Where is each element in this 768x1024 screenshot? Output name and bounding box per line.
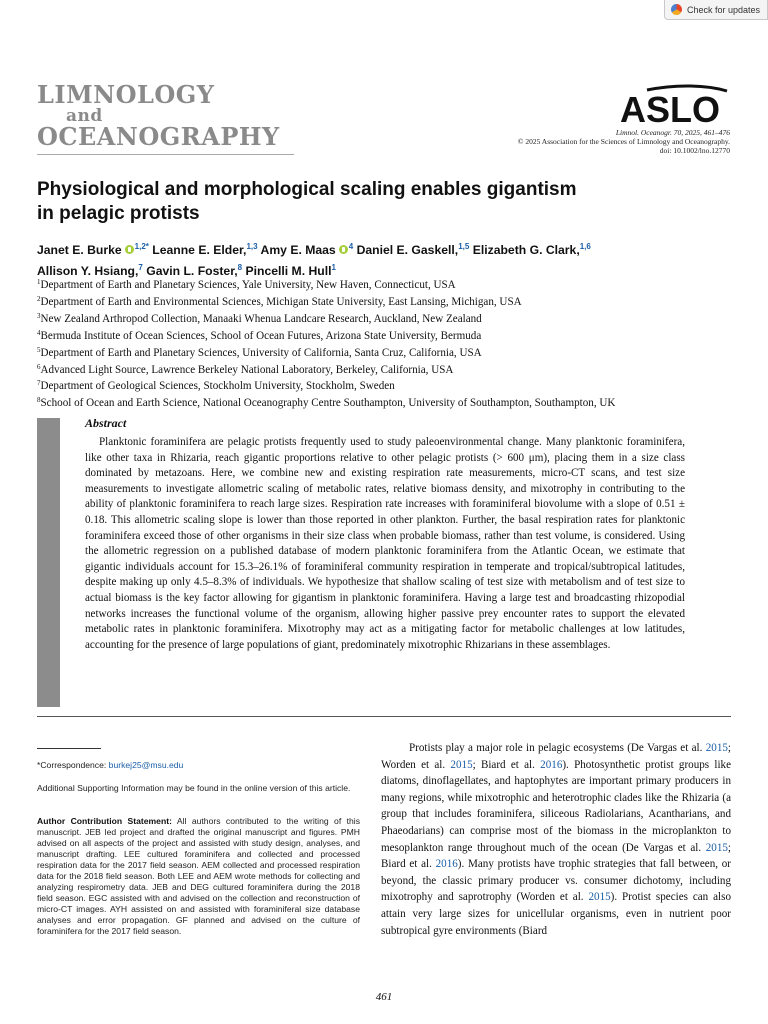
doi-line[interactable]: doi: 10.1002/lno.12770 [659, 146, 730, 155]
affiliation-item [37, 377, 737, 394]
affiliation-text: Bermuda Institute of Ocean Sciences, School of Ocean Futures, Arizona State University, Bermuda [40, 329, 482, 342]
affiliation-item [37, 276, 737, 293]
affiliation-text: Department of Geological Sciences, Stockholm University, Stockholm, Sweden [40, 380, 395, 393]
author-name[interactable]: Elizabeth G. Clark, [472, 243, 580, 257]
author-affiliation-marker[interactable]: 1,6 [579, 242, 591, 251]
svg-text:ASLO: ASLO [619, 89, 721, 126]
author-name[interactable]: Allison Y. Hsiang, [37, 264, 139, 278]
affiliation-number: 4 [37, 328, 41, 337]
affiliation-number: 6 [37, 362, 41, 371]
copyright-line: © 2025 Association for the Sciences of Limnology and Oceanography. [517, 137, 730, 146]
affiliation-number: 1 [37, 278, 41, 286]
body-text: ; Biard et al. [472, 758, 541, 771]
contribution-label: Author Contribution Statement: [37, 816, 172, 826]
author-affiliation-marker[interactable]: 1 [331, 263, 336, 272]
correspondence-email-link[interactable]: burkej25@msu.edu [108, 760, 184, 770]
affiliation-item [37, 293, 737, 310]
affiliation-text: Department of Earth and Environmental Sciences, Michigan State University, East Lansing, Michigan, USA [40, 295, 522, 308]
affiliation-item [37, 344, 737, 361]
abstract-divider [37, 716, 731, 717]
author-list [37, 238, 737, 280]
citation-link[interactable]: 2015 [705, 841, 728, 854]
journal-name-line1: LIMNOLOGY [37, 80, 215, 109]
journal-citation: Limnol. Oceanogr. 70, 2025, 461–476 [615, 128, 730, 137]
author-name[interactable]: Amy E. Maas [260, 243, 336, 257]
footnote-rule [37, 748, 101, 749]
journal-name-line2: and [66, 106, 103, 126]
affiliation-item [37, 394, 737, 411]
page-number: 461 [375, 991, 393, 1003]
title-line-1: Physiological and morphological scaling enables gigantism [37, 179, 577, 200]
author-affiliation-marker[interactable]: 4 [348, 242, 354, 251]
crossmark-icon [671, 4, 682, 15]
header-divider [37, 154, 294, 155]
journal-name-line3: OCEANOGRAPHY [37, 122, 280, 151]
affiliation-text: Department of Earth and Planetary Sciences, Yale University, New Haven, Connecticut, USA [40, 279, 456, 291]
affiliation-number: 2 [37, 294, 41, 303]
orcid-icon[interactable] [339, 245, 348, 254]
author-contribution-footnote [37, 816, 360, 937]
author-name[interactable]: Pincelli M. Hull [245, 264, 332, 278]
body-text: ). Protist species can also attain very large sizes for unicellular organisms, even in nutrient poor subtropical gyre environments (Biard [381, 891, 731, 937]
article-title [37, 178, 697, 226]
title-line-2: in pelagic protists [37, 203, 200, 224]
author-affiliation-marker[interactable]: 1,3 [246, 242, 258, 251]
correspondence-footnote [37, 760, 360, 771]
author-name[interactable]: Leanne E. Elder, [152, 243, 247, 257]
author-affiliation-marker[interactable]: 1,5 [458, 242, 470, 251]
affiliation-item [37, 327, 737, 344]
author-affiliation-marker[interactable]: 7 [138, 263, 143, 272]
orcid-icon[interactable] [125, 245, 134, 254]
affiliation-item [37, 361, 737, 378]
supporting-info-footnote: Additional Supporting Information may be found in the online version of this article. [37, 783, 351, 793]
body-paragraph [381, 740, 731, 939]
body-text: Protists play a major role in pelagic ecosystems (De Vargas et al. [409, 742, 706, 754]
abstract-sidebar-bar [37, 418, 60, 707]
affiliation-item [37, 310, 737, 327]
affiliation-number: 5 [37, 345, 41, 354]
citation-link[interactable]: 2015 [450, 758, 473, 771]
affiliation-text: School of Ocean and Earth Science, National Oceanography Centre Southampton, University of Southampton, Southampton, UK [40, 397, 616, 410]
aslo-logo [607, 82, 733, 126]
affiliation-text: New Zealand Arthropod Collection, Manaaki Whenua Landcare Research, Auckland, New Zealand [40, 312, 482, 325]
author-affiliation-marker[interactable]: 8 [237, 263, 243, 272]
contribution-text: All authors contributed to the writing of this manuscript. JEB led project and drafted the original manuscript and figures. PMH advised on all aspects of the project and assisted with study design, analyses, and manuscript drafting. LEE cultured foraminifera and collected and processed respiration data for the 2017 field season. AEM collected and processed respiration data for the 2018 field season. Both LEE and AEM wrote methods for collecting and analyzing respirometry data. JEB and DEG cultured foraminifera during the 2018 field season. EGC assisted with and advised on the collection and reconstruction of micro-CT images. AYH assisted on and assisted with foraminiferal size database analyses and error propagation. GF planned and advised on the culture of foraminifera for the 2017 field season. [37, 816, 361, 936]
affiliation-number: 8 [37, 396, 41, 405]
body-text: ). Photosynthetic protist groups like diatoms, dinoflagellates, and haptophytes are important primary producers in many regions, while mixotrophic and heterotrophic clades like the Rhizaria (a group that includes foraminifera, siliceous Radiolarians, Acantharians, and Phaeodarians) can comprise most of the biomass in the microplankton to mesoplankton range throughout much of the ocean (De Vargas et al. [381, 758, 732, 854]
check-for-updates-label: Check for updates [687, 4, 761, 15]
citation-link[interactable]: 2016 [540, 758, 563, 771]
citation-link[interactable]: 2016 [435, 858, 458, 871]
affiliation-number: 3 [37, 311, 41, 320]
citation-link[interactable]: 2015 [588, 891, 611, 904]
author-name[interactable]: Gavin L. Foster, [146, 264, 238, 278]
affiliation-number: 7 [37, 379, 41, 388]
correspondence-label: *Correspondence: [37, 760, 109, 770]
citation-link[interactable]: 2015 [705, 742, 728, 754]
abstract-text: Planktonic foraminifera are pelagic protists frequently used to study paleoenvironmental change. Many planktonic foraminifera, like other taxa in Rhizaria, reach gigantic proportions relative to other pelagic protists (> 600 μm), placing them in a size class dominated by metazoans. Here, we combine new and existing respiration rate measurements, micro-CT scans, and test size measurements to investigate allometric scaling of metabolic rates, relative biomass density, and mixotrophy in contributing to the ability of planktonic foraminifera to reach large sizes. Respiration rate increases with foraminiferal biovolume with a slope of 0.51 ± 0.18. This allometric scaling slope is lower than those reported in other plankton. Further, the basal respiration rates for planktonic foraminifera exceed those of other organisms in their size class when probable biomass, rather than test volume, is considered. Using the allometric regression on a published database of modern planktonic foraminifera from the Atlantic Ocean, we estimate that gigantic individuals account for 15.3–26.1% of foraminiferal community respiration in temperate and tropical/subtropical latitudes, despite making up only 4.5–8.3% of individuals. We hypothesize that shallow scaling of test size with metabolism and of test size to actual biomass is the key factor allowing for gigantism in planktonic foraminifera. Having a large test and broadcasting rhizopodial networks increases the functional volume of the organism, allowing higher passive prey encounter rates to support the elevated metabolic rates in planktonic foraminifera. Mixotrophy may act as a mitigating factor for metabolic challenges at low latitudes, accounting for the presence of large populations of giant, predominately mixotrophic Rhizarians in these assemblages. [85, 436, 685, 651]
body-text: ; Biard et al. [381, 841, 731, 871]
author-affiliation-marker[interactable]: 1,2* [134, 242, 149, 251]
affiliation-text: Advanced Light Source, Lawrence Berkeley National Laboratory, Berkeley, California, USA [40, 363, 454, 376]
author-name[interactable]: Janet E. Burke [37, 243, 122, 257]
author-name[interactable]: Daniel E. Gaskell, [356, 243, 459, 257]
body-text: ). Many protists have trophic strategies that fall between, or beyond, the classic primary producer vs. consumer dichotomy, including mixotrophy and saprotrophy (Worden et al. [381, 858, 731, 904]
affiliation-text: Department of Earth and Planetary Sciences, University of California, Santa Cruz, California, USA [40, 346, 482, 359]
body-text: ; Worden et al. [381, 742, 731, 771]
affiliations [37, 276, 737, 411]
abstract-heading: Abstract [85, 416, 127, 430]
check-for-updates-button[interactable] [664, 0, 768, 20]
